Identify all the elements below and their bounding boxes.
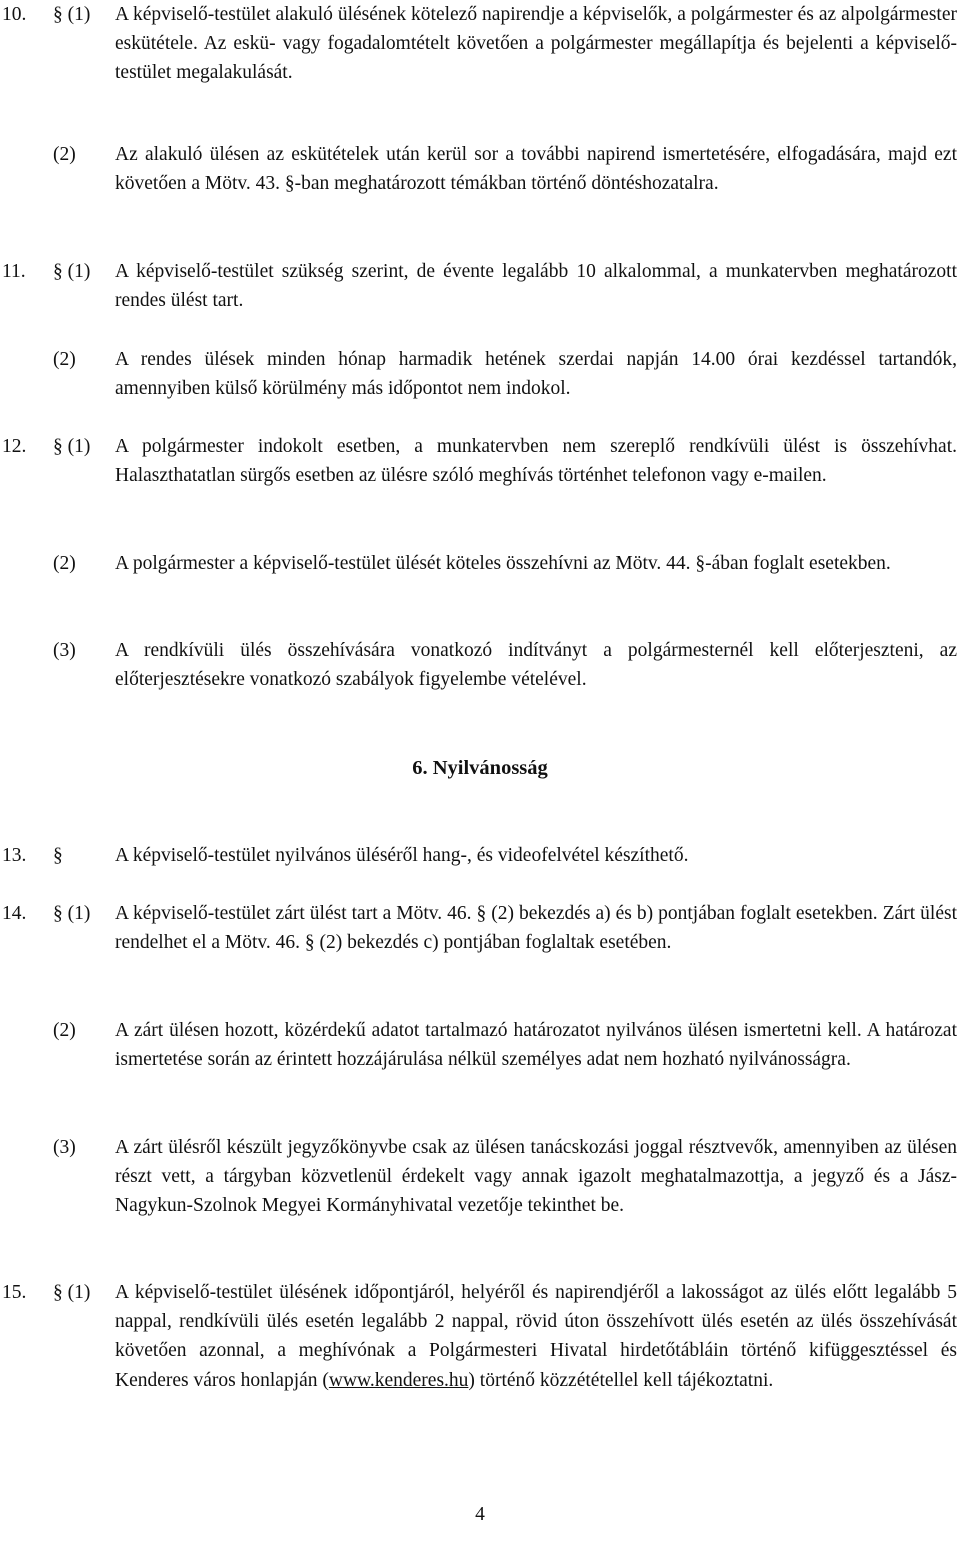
paragraph-text: A polgármester indokolt esetben, a munkatervben nem szereplő rendkívüli ülést is összehívhat. Halaszthatatlan sürgős esetben az ülésre szóló meghívás történhet telefonon vagy e-mailen. [115, 436, 957, 487]
paragraph-text: A képviselő-testület nyilvános üléséről hang-, és videofelvétel készíthető. [115, 845, 689, 866]
paragraph-text-part: ) történő közzététellel kell tájékoztatni. [468, 1369, 774, 1391]
subsection-marker: § [53, 845, 63, 866]
subsection-marker: (3) [53, 640, 76, 661]
subsection-marker: § (1) [53, 903, 91, 924]
subsection-marker: § (1) [53, 436, 91, 457]
subsection-marker: (3) [53, 1137, 76, 1158]
subsection-marker: (2) [53, 144, 76, 165]
page-number: 4 [475, 1504, 485, 1525]
section-number: 10. [2, 4, 27, 25]
subsection-marker: § (1) [53, 4, 91, 25]
paragraph-text: A zárt ülésről készült jegyzőkönyvbe csak az ülésen tanácskozási joggal résztvevők, amennyiben az ülésen részt vett, a tárgyban közvetlenül érdekelt vagy annak igazolt meghatalmazottja, a jegyző és a Jász-Nagykun-Szolnok Megyei Kormányhivatal vezetője tekinthet be. [115, 1137, 957, 1217]
website-link[interactable]: www.kenderes.hu [328, 1369, 469, 1391]
paragraph-text: A képviselő-testület szükség szerint, de évente legalább 10 alkalommal, a munkatervben meghatározott rendes ülést tart. [115, 261, 957, 312]
paragraph-text [115, 1278, 957, 1395]
section-number: 15. [2, 1282, 27, 1303]
section-number: 12. [2, 436, 27, 457]
paragraph-text: A zárt ülésen hozott, közérdekű adatot tartalmazó határozatot nyilvános ülésen ismertetni kell. A határozat ismertetése során az érintett hozzájárulása nélkül személyes adat nem hozható nyilvánosságra. [115, 1020, 957, 1071]
paragraph-text: Az alakuló ülésen az eskütételek után kerül sor a további napirend ismertetésére, elfogadására, majd ezt követően a Mötv. 43. §-ban meghatározott témákban történő döntéshozatalra. [115, 144, 957, 195]
paragraph-text: A képviselő-testület zárt ülést tart a Mötv. 46. § (2) bekezdés a) és b) pontjában foglalt esetekben. Zárt ülést rendelhet el a Mötv. 46. § (2) bekezdés c) pontjában foglaltak esetében. [115, 903, 957, 954]
paragraph-text: A rendkívüli ülés összehívására vonatkozó indítványt a polgármesternél kell előterjeszteni, az előterjesztésekre vonatkozó szabályok figyelembe vételével. [115, 640, 957, 691]
paragraph-text: A képviselő-testület alakuló ülésének kötelező napirendje a képviselők, a polgármester és az alpolgármester eskütétele. Az eskü- vagy fogadalomtételt követően a polgármester megállapítja és bejelenti a képviselő-testület megalakulását. [115, 4, 957, 84]
subsection-marker: § (1) [53, 261, 91, 282]
section-number: 11. [2, 261, 26, 282]
subsection-marker: (2) [53, 349, 76, 370]
subsection-marker: (2) [53, 1020, 76, 1041]
paragraph-text-part: A képviselő-testület ülésének időpontjáról, helyéről és napirendjéről a lakosságot az ülés előtt legalább 5 nappal, rendkívüli ülés esetén legalább 2 nappal, rövid úton összehívott ülés esetén az ülés összehívását követően azonnal, a meghívónak a Polgármesteri Hivatal hirdetőtábláin történő kifüggesztéssel és Kenderes város honlapján ( [115, 1282, 957, 1391]
section-number: 13. [2, 845, 27, 866]
subsection-marker: (2) [53, 553, 76, 574]
paragraph-text: A rendes ülések minden hónap harmadik hetének szerdai napján 14.00 órai kezdéssel tartandók, amennyiben külső körülmény más időpontot nem indokol. [115, 349, 957, 400]
section-number: 14. [2, 903, 27, 924]
paragraph-text: A polgármester a képviselő-testület ülését köteles összehívni az Mötv. 44. §-ában foglalt esetekben. [115, 553, 891, 574]
chapter-heading: 6. Nyilvánosság [412, 757, 548, 779]
subsection-marker: § (1) [53, 1282, 91, 1303]
